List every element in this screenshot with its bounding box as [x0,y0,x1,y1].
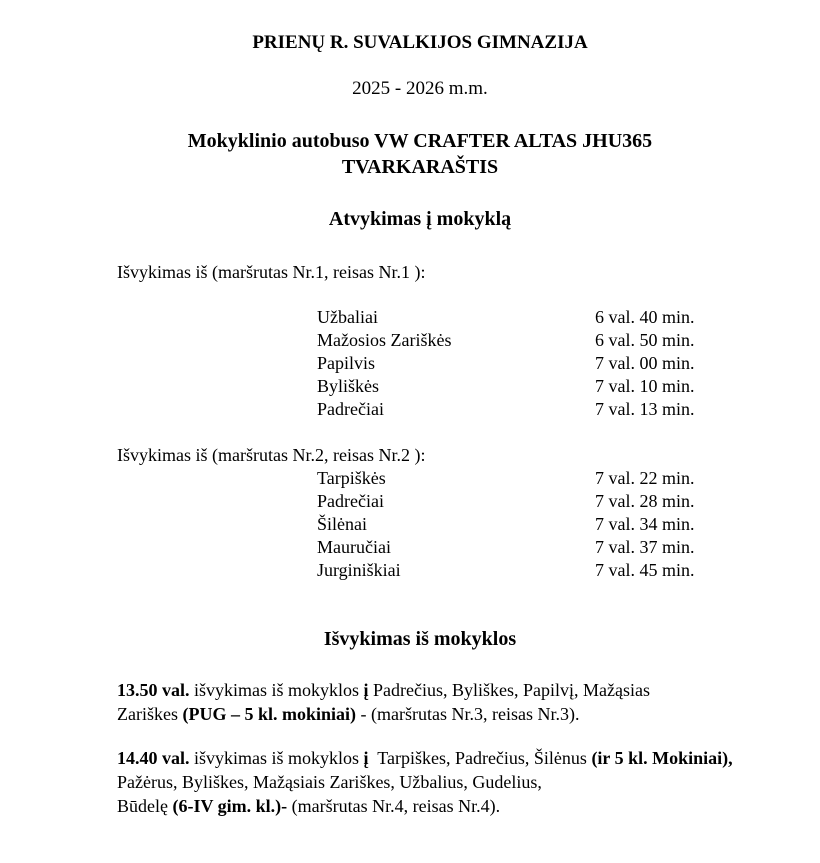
route-2-stop: Mauručiai [317,537,391,557]
route-2-time: 7 val. 45 min. [595,560,695,580]
route-1-stop: Užbaliai [317,307,378,327]
route-1-stop: Papilvis [317,353,376,373]
trip-2-stops: Tarpiškes, Padrečius, Šilėnus [368,748,592,768]
route-1-stop: Mažosios Zariškės [317,330,452,350]
trip-1-line2 [117,702,650,726]
route-1-stop: Padrečiai [317,399,384,419]
trip-1-paragraph [117,678,650,726]
trip-2-line3 [117,794,733,818]
route-2-time: 7 val. 28 min. [595,491,695,511]
route-2-label: Išvykimas iš (maršrutas Nr.2, reisas Nr.2 ): [117,445,426,465]
trip-1-group: (PUG – 5 kl. mokiniai) [182,704,356,724]
route-2-stop: Tarpiškės [317,468,386,488]
schedule-title-line1: Mokyklinio autobuso VW CRAFTER ALTAS JHU365 [187,130,653,152]
trip-1-stops-cont: Zariškes [117,704,183,724]
trip-2-paragraph [117,746,733,818]
trip-1-text: išvykimas iš mokyklos [189,680,364,700]
route-2-time: 7 val. 37 min. [595,537,695,557]
school-title: PRIENŲ R. SUVALKIJOS GIMNAZIJA [252,32,588,53]
trip-2-group1: (ir 5 kl. Mokiniai), [591,748,733,768]
route-2-time: 7 val. 22 min. [595,468,695,488]
schedule-title [0,128,820,180]
route-1-time: 6 val. 40 min. [595,307,695,327]
trip-1-route: - (maršrutas Nr.3, reisas Nr.3). [356,704,580,724]
route-1-time: 7 val. 10 min. [595,376,695,396]
route-1-time: 7 val. 13 min. [595,399,695,419]
trip-1-time: 13.50 val. [117,680,190,700]
route-1-time: 6 val. 50 min. [595,330,695,350]
trip-2-time: 14.40 val. [117,748,190,768]
route-1-stop: Byliškės [317,376,380,396]
trip-1-line1 [117,678,650,702]
school-year: 2025 - 2026 m.m. [352,78,488,99]
route-2-stop: Jurginiškiai [317,560,401,580]
route-1-time: 7 val. 00 min. [595,353,695,373]
trip-1-stops: Padrečius, Byliškes, Papilvį, Mažąsias [368,680,651,700]
departure-heading: Išvykimas iš mokyklos [323,628,517,650]
trip-2-text: išvykimas iš mokyklos [189,748,364,768]
route-1-label: Išvykimas iš (maršrutas Nr.1, reisas Nr.1 ): [117,262,426,282]
trip-2-line2: Pažėrus, Byliškes, Mažąsiais Zariškes, Užbalius, Gudelius, [117,772,542,792]
trip-2-group2: (6-IV gim. kl.)- [172,796,288,816]
trip-2-stops-cont: Būdelę [117,796,173,816]
route-2-stop: Šilėnai [317,514,367,534]
route-2-stop: Padrečiai [317,491,384,511]
trip-1-into: į [363,680,369,700]
trip-2-route: (maršrutas Nr.4, reisas Nr.4). [287,796,501,816]
schedule-title-line2: TVARKARAŠTIS [341,156,499,178]
trip-2-line1 [117,746,733,770]
route-2-time: 7 val. 34 min. [595,514,695,534]
arrival-heading: Atvykimas į mokyklą [328,208,512,230]
trip-2-into: į [363,748,369,768]
